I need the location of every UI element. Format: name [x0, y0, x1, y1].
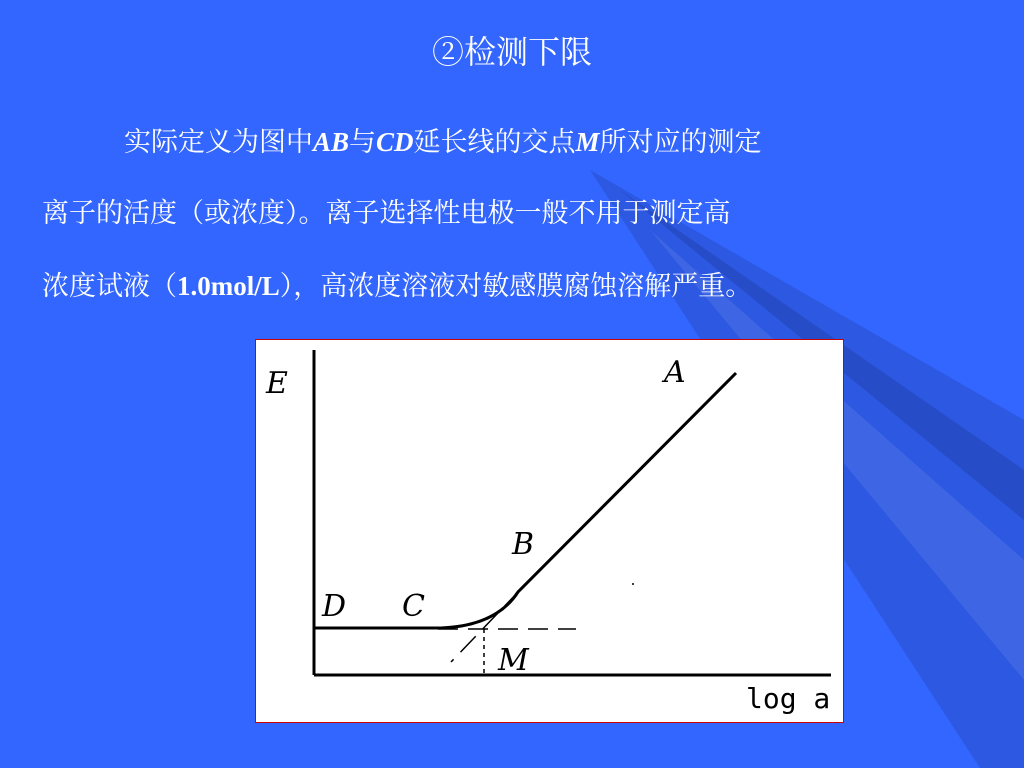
paragraph-line-3 [42, 262, 1002, 310]
text-segment: 浓度试液（ [42, 271, 177, 302]
line-cd-label: CD [376, 127, 414, 157]
paragraph-line-1 [42, 118, 1002, 166]
paragraph-line-2: 离子的活度（或浓度）。离子选择性电极一般不用于测定高 [42, 198, 731, 229]
point-c-label: C [402, 589, 425, 624]
y-axis-label: E [266, 366, 288, 401]
point-a-label: A [664, 355, 686, 390]
page-title: ②检测下限 [431, 33, 592, 71]
calibration-curve-svg [256, 340, 845, 724]
x-axis-label: log a [746, 682, 831, 715]
definition-paragraph [42, 118, 1002, 334]
line-ab-label: AB [313, 127, 350, 157]
text-segment: 所对应的测定 [599, 127, 762, 158]
point-d-label: D [322, 589, 347, 624]
concentration-value: 1.0mol/L [177, 271, 280, 301]
point-b-label: B [512, 527, 535, 562]
response-curve [314, 373, 736, 628]
text-segment: 与 [349, 127, 377, 158]
text-segment: 延长线的交点 [413, 127, 576, 158]
point-m-label: M [575, 127, 600, 157]
stray-dot [632, 583, 634, 585]
calibration-curve-figure [255, 339, 844, 723]
point-m-label: M [498, 643, 529, 678]
text-segment: ），高浓度溶液对敏感膜腐蚀溶解严重。 [279, 271, 753, 302]
text-segment: 实际定义为图中 [124, 127, 313, 158]
